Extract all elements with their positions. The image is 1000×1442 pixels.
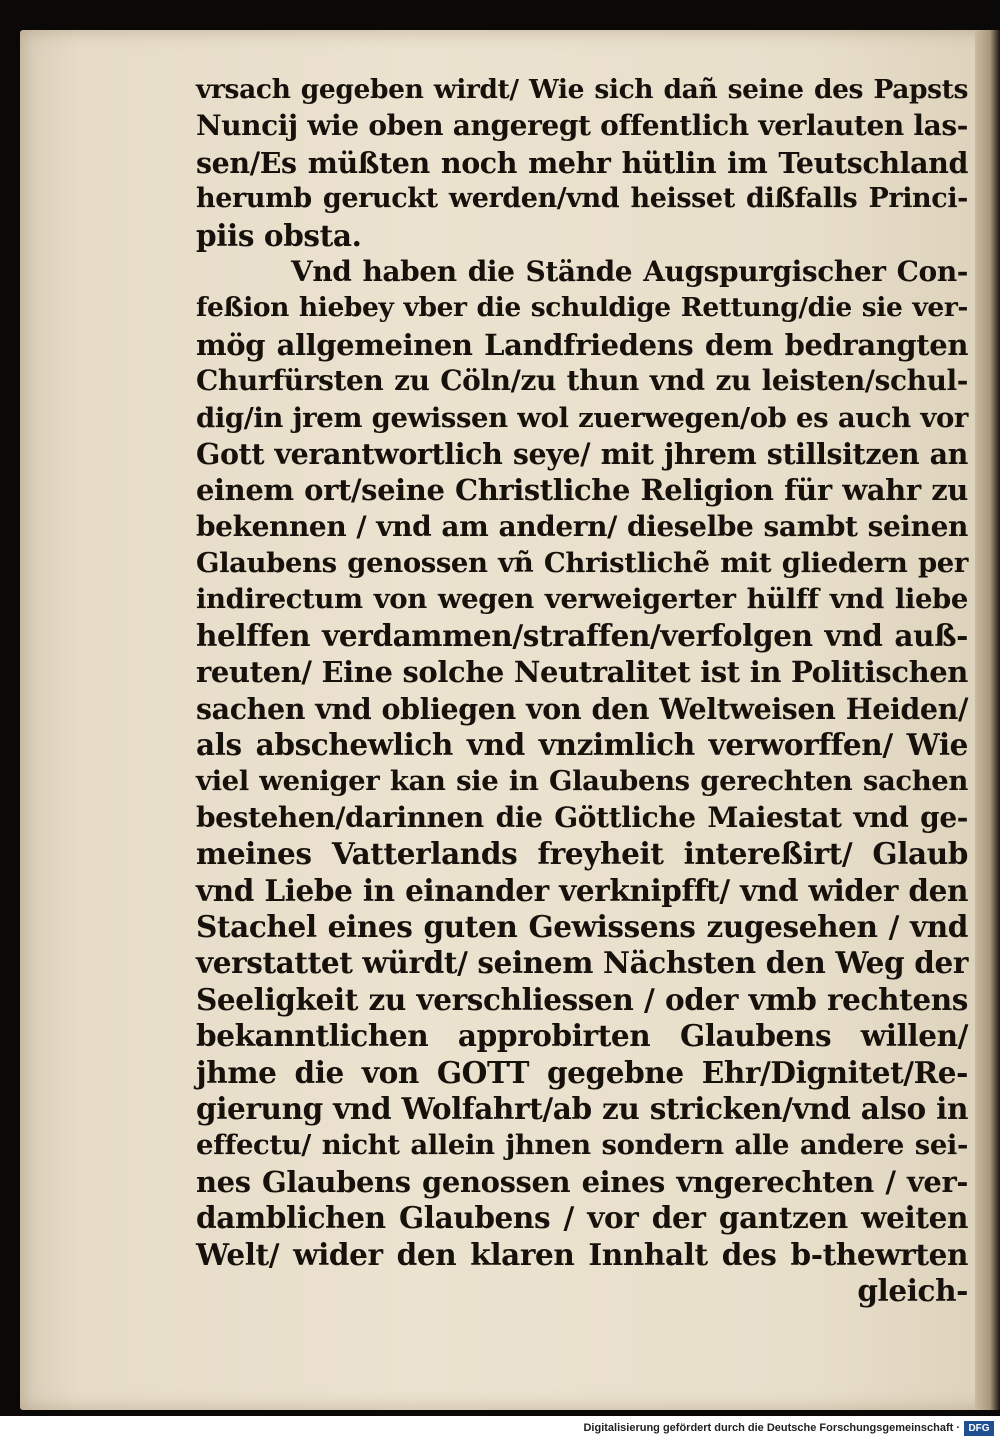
text-line: vnd Liebe in einander verknipfft/ vnd wider den xyxy=(196,872,968,908)
catchword: gleich- xyxy=(857,1272,968,1308)
page-edge xyxy=(975,30,1000,1410)
text-line: sachen vnd obliegen von den Weltweisen Heiden/ xyxy=(196,691,968,726)
text-line: Stachel eines guten Gewissens zugesehen / vnd xyxy=(196,908,968,944)
text-line: Welt/ wider den klaren Innhalt des b-thewrten xyxy=(196,1236,968,1272)
text-line: bestehen/darinnen die Göttliche Maiestat vnd ge- xyxy=(196,800,968,834)
text-line: viel weniger kan sie in Glaubens gerechten sachen xyxy=(196,765,968,798)
text-line: dig/in jrem gewissen wol zuerwegen/ob es auch vor xyxy=(196,401,968,434)
text-line: Vnd haben die Stände Augspurgischer Con- xyxy=(291,254,968,288)
text-line: gierung vnd Wolfahrt/ab zu stricken/vnd also in xyxy=(196,1090,968,1126)
text-line: Gott verantwortlich seye/ mit jhrem stillsitzen an xyxy=(196,436,968,471)
text-line: Glaubens genossen vñ Christlichẽ mit gliedern per xyxy=(196,547,968,580)
text-line: herumb geruckt werden/vnd heisset dißfalls Princi- xyxy=(196,183,968,215)
text-line: einem ort/seine Christliche Religion für wahr zu xyxy=(196,473,968,508)
text-line: Seeligkeit zu verschliessen / oder vmb rechtens xyxy=(196,981,968,1017)
footer-bar xyxy=(0,1416,1000,1442)
text-line: effectu/ nicht allein jhnen sondern alle andere sei- xyxy=(196,1129,968,1162)
text-line: Nuncij wie oben angeregt offentlich verlauten las- xyxy=(196,109,968,143)
text-line: meines Vatterlands freyheit intereßirt/ Glaub xyxy=(196,836,968,872)
text-line: sen/Es müßten noch mehr hütlin im Teutschland xyxy=(196,145,968,180)
text-line: damblichen Glaubens / vor der gantzen weiten xyxy=(196,1200,968,1236)
text-line: als abschewlich vnd vnzimlich verworffen/ Wie xyxy=(196,727,968,763)
page-body-text xyxy=(196,72,968,1309)
text-line: helffen verdammen/straffen/verfolgen vnd auß- xyxy=(196,617,968,653)
text-line: bekennen / vnd am andern/ dieselbe sambt seinen xyxy=(196,509,968,543)
text-line: vrsach gegeben wirdt/ Wie sich dañ seine des Papsts xyxy=(196,74,968,105)
funding-notice: Digitalisierung gefördert durch die Deutsche Forschungsgemeinschaft · xyxy=(583,1422,960,1434)
text-line: Churfürsten zu Cöln/zu thun vnd zu leisten/schul- xyxy=(196,364,968,398)
text-line: feßion hiebey vber die schuldige Rettung/die sie ver- xyxy=(196,292,968,324)
text-line: indirectum von wegen verweigerter hülff vnd liebe xyxy=(196,583,968,616)
text-line: bekanntlichen approbirten Glaubens willen/ xyxy=(196,1018,968,1054)
dfg-logo-icon[interactable]: DFG xyxy=(964,1421,994,1436)
text-line: mög allgemeinen Landfriedens dem bedrangten xyxy=(196,327,968,362)
text-line: verstattet würdt/ seinem Nächsten den Weg der xyxy=(196,945,968,981)
text-line: jhme die von GOTT gegebne Ehr/Dignitet/Re- xyxy=(196,1054,968,1090)
text-line: nes Glaubens genossen eines vngerechten / ver- xyxy=(196,1164,968,1199)
text-line: reuten/ Eine solche Neutralitet ist in Politischen xyxy=(196,655,968,690)
text-line: piis obsta. xyxy=(196,217,362,253)
